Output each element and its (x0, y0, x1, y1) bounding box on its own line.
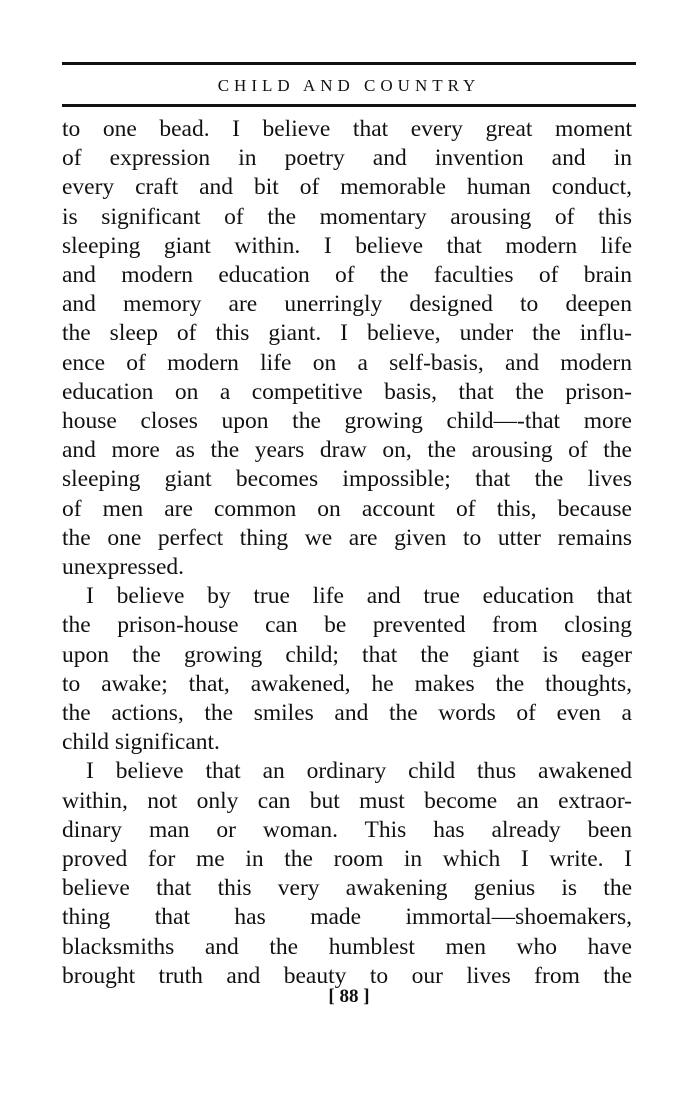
text-line: and modern education of the faculties of brain (62, 262, 632, 289)
text-line: dinary man or woman. This has already been (62, 816, 632, 843)
text-line: within, not only can but must become an extraor- (62, 787, 632, 814)
text-line: believe that this very awakening genius is the (62, 875, 632, 902)
text-line: proved for me in the room in which I write. I (62, 846, 632, 873)
paragraph-first-line: I believe that an ordinary child thus awakened (86, 758, 632, 785)
text-line: blacksmiths and the humblest men who have (62, 933, 632, 960)
text-line: sleeping giant becomes impossible; that the lives (62, 466, 632, 493)
paragraph-first-line: I believe by true life and true education that (86, 583, 632, 610)
text-line: sleeping giant within. I believe that modern life (62, 232, 632, 259)
text-line: ence of modern life on a self-basis, and modern (62, 349, 632, 376)
text-line: thing that has made immortal—shoemakers, (62, 904, 632, 931)
text-line: the actions, the smiles and the words of even a (62, 700, 632, 727)
running-head-title: CHILD AND COUNTRY (217, 76, 481, 95)
page-number: [ 88 ] (328, 986, 370, 1007)
text-line: and more as the years draw on, the arousing of the (62, 437, 632, 464)
text-line: education on a competitive basis, that the prison- (62, 378, 632, 405)
text-line: house closes upon the growing child—-that more (62, 408, 632, 435)
text-line: is significant of the momentary arousing of this (62, 203, 632, 230)
paragraph-end-line: unexpressed. (62, 554, 185, 581)
text-line: and memory are unerringly designed to deepen (62, 291, 632, 318)
text-line: the sleep of this giant. I believe, under the influ- (62, 320, 632, 347)
text-line: upon the growing child; that the giant is eager (62, 641, 632, 668)
text-line: the prison-house can be prevented from closing (62, 612, 632, 639)
header-bottom-rule (62, 104, 636, 107)
text-line: the one perfect thing we are given to utter remains (62, 524, 632, 551)
text-line: to one bead. I believe that every great moment (62, 116, 632, 142)
text-line: brought truth and beauty to our lives from the (62, 962, 632, 989)
text-line: every craft and bit of memorable human conduct, (62, 174, 632, 201)
text-line: of men are common on account of this, because (62, 495, 632, 522)
paragraph-end-line: child significant. (62, 729, 220, 756)
text-line: of expression in poetry and invention and in (62, 145, 632, 172)
page-body-text (62, 115, 632, 991)
text-line: to awake; that, awakened, he makes the thoughts, (62, 670, 632, 697)
header-top-rule (62, 62, 636, 65)
